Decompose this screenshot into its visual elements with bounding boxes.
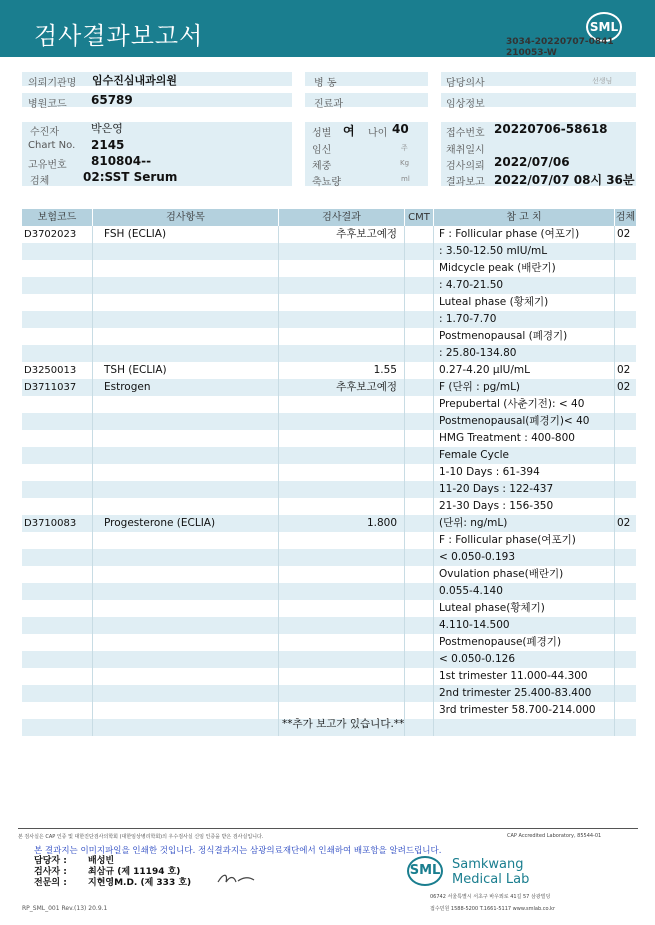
cell-code: D3711037 [24,382,77,393]
cell-item: TSH (ECLIA) [104,364,167,376]
receipt-value: 20220706-58618 [494,122,608,136]
table-row [22,651,636,668]
cell-ref: Postmenopausal (폐경기) [439,330,568,342]
additional-report-note: **추가 보고가 있습니다.** [282,718,405,730]
column-divider [404,226,405,736]
collect-label: 채취일시 [446,145,485,156]
dept-label: 진료과 [314,99,343,110]
cell-ref: < 0.050-0.193 [439,551,516,563]
cell-ref: F (단위 : pg/mL) [439,381,521,393]
lab-name-2: Medical Lab [452,872,530,887]
cell-spec: 02 [617,517,631,529]
specialist-value: 지현영M.D. (제 333 호) [88,878,192,888]
specimen-value: 02:SST Serum [83,170,178,184]
id-label: 고유번호 [28,160,67,171]
table-row [22,277,636,294]
cell-ref: : 25.80-134.80 [439,347,517,359]
org-label: 의뢰기관명 [28,78,77,89]
lab-address: 06742 서울특별시 서초구 바우뫼로 41길 57 삼광빌딩 [430,894,551,900]
cell-ref: Prepubertal (사춘기전): < 40 [439,398,585,410]
weight-label: 체중 [312,161,332,172]
cell-item: Estrogen [104,381,151,393]
request-label: 검사의뢰 [446,161,485,172]
cell-ref: Luteal phase(황체기) [439,602,545,614]
patient-value: 박은영 [91,122,123,135]
cell-result: 추후보고예정 [336,228,397,240]
result-label: 결과보고 [446,177,485,188]
lab-tel: 접수민원 1588-5200 T.1661-5117 www.smlab.co.kr [430,906,555,912]
cell-ref: 1-10 Days : 61-394 [439,466,540,478]
doctor-label: 담당의사 [446,78,485,89]
form-number: RP_SML_001 Rev.(13) 20.9.1 [22,905,108,912]
cell-code: D3702023 [24,229,77,240]
doctor-footer-value: 배성빈 [88,856,115,866]
cell-result: 추후보고예정 [336,381,397,393]
preg-label: 임신 [312,145,332,156]
tester-label: 검사자 : [34,867,67,877]
preg-unit: 주 [401,144,408,152]
cell-item: FSH (ECLIA) [104,228,167,240]
org-value: 임수진심내과의원 [92,74,178,87]
column-divider [433,226,434,736]
weight-unit: Kg [400,159,410,167]
col-item-header: 검사항목 [93,209,278,226]
urine-label: 축뇨량 [312,177,341,188]
cap-statement: 본 검사실은 CAP 인증 및 대한진단검사의학회 (대한임상병리학회)의 우수검사실 신임 인증을 받은 검사실입니다. [18,834,264,840]
print-notice: 본 결과지는 이미지파일을 인쇄한 것입니다. 정식결과지는 삼광의료재단에서 인쇄하여 배포함을 알려드립니다. [34,846,442,856]
cell-ref: F : Follicular phase(여포기) [439,534,576,546]
col-result-header: 검사결과 [279,209,404,226]
table-row [22,617,636,634]
sex-value: 여 [343,124,355,138]
col-code-header: 보험코드 [22,209,92,226]
cap-accreditation: CAP Accredited Laboratory, 85544-01 [507,833,602,839]
cell-item: Progesterone (ECLIA) [104,517,216,529]
table-row [22,583,636,600]
chart-value: 2145 [91,138,125,152]
specimen-label: 검체 [30,176,50,187]
hosp-code-label: 병원코드 [28,99,67,110]
cell-ref: : 3.50-12.50 mIU/mL [439,245,548,257]
cell-ref: : 4.70-21.50 [439,279,504,291]
cell-ref: Midcycle peak (배란기) [439,262,556,274]
cell-ref: Ovulation phase(배란기) [439,568,564,580]
column-divider [278,226,279,736]
age-label: 나이 [368,128,388,139]
cell-ref: Postmenopause(폐경기) [439,636,562,648]
cell-ref: Luteal phase (황체기) [439,296,549,308]
specialist-label: 전문의 : [34,878,67,888]
receipt-label: 접수번호 [446,128,485,139]
column-divider [92,226,93,736]
chart-label: Chart No. [28,140,76,151]
id-value: 810804-- [91,154,152,168]
cell-ref: F : Follicular phase (여포기) [439,228,580,240]
patient-label: 수진자 [30,127,59,138]
lab-logo-icon: SML [407,856,443,886]
cell-ref: : 1.70-7.70 [439,313,497,325]
col-ref-header: 참 고 치 [434,209,614,226]
hosp-code-value: 65789 [91,93,133,107]
cell-ref: 0.055-4.140 [439,585,503,597]
col-cmt-header: CMT [405,209,433,226]
cell-result: 1.55 [373,364,397,376]
report-title: 검사결과보고서 [34,22,204,50]
lab-name-1: Samkwang [452,857,524,872]
cell-ref: 3rd trimester 58.700-214.000 [439,704,596,716]
cell-code: D3250013 [24,365,77,376]
sex-label: 성별 [312,128,332,139]
age-value: 40 [392,122,409,136]
tester-value: 최삼규 (제 11194 호) [88,867,181,877]
ward-label: 병 동 [314,78,337,89]
column-divider [614,226,615,736]
cell-spec: 02 [617,364,631,376]
signature-icon [216,870,256,886]
cell-ref: Postmenopausal(폐경기)< 40 [439,415,590,427]
footer-divider [18,828,638,829]
cell-ref: 1st trimester 11.000-44.300 [439,670,588,682]
table-row [22,447,636,464]
cell-result: 1.800 [366,517,397,529]
cell-ref: (단위: ng/mL) [439,517,508,529]
table-row [22,345,636,362]
cell-ref: HMG Treatment : 400-800 [439,432,575,444]
cell-ref: 0.27-4.20 µIU/mL [439,364,530,376]
cell-ref: < 0.050-0.126 [439,653,516,665]
doctor-footer-label: 담당자 : [34,856,67,866]
result-value: 2022/07/07 08시 36분 [494,173,635,187]
table-row [22,464,636,481]
cell-spec: 02 [617,381,631,393]
clinical-label: 임상정보 [446,99,485,110]
cell-ref: 2nd trimester 25.400-83.400 [439,687,592,699]
doctor-value: 선생님 [592,77,613,85]
cell-ref: 11-20 Days : 122-437 [439,483,554,495]
document-number: 3034-20220707-0841 210053-W [506,37,614,58]
cell-ref: Female Cycle [439,449,509,461]
request-value: 2022/07/06 [494,155,570,169]
sml-logo-icon: SML [586,12,622,42]
cell-code: D3710083 [24,518,77,529]
table-row [22,311,636,328]
cell-spec: 02 [617,228,631,240]
table-row [22,549,636,566]
urine-unit: ml [401,175,410,183]
cell-ref: 4.110-14.500 [439,619,510,631]
col-spec-header: 검체 [615,209,636,226]
cell-ref: 21-30 Days : 156-350 [439,500,554,512]
